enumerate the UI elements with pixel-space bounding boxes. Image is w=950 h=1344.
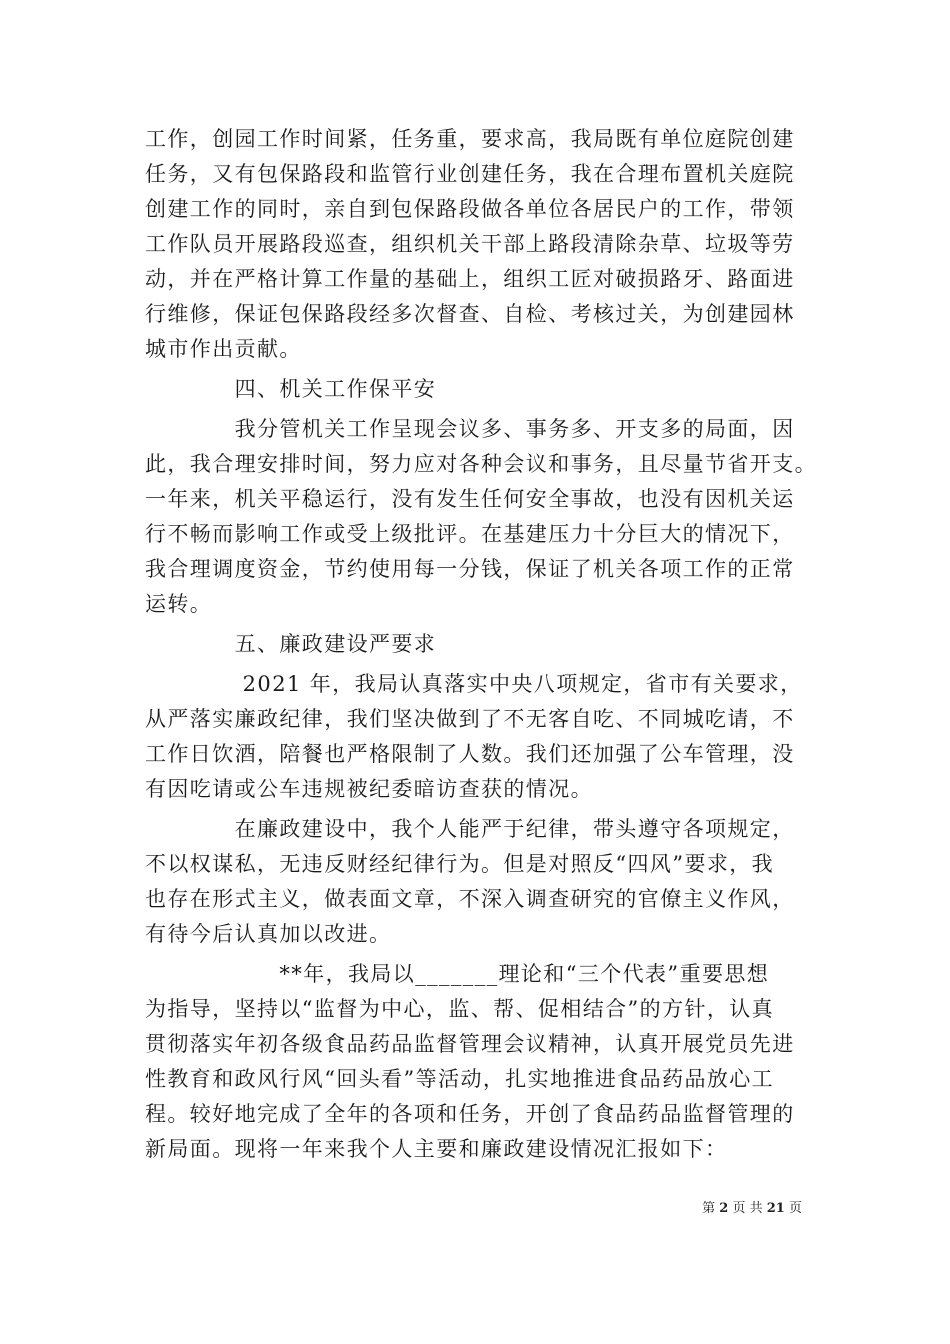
text-line: 不以权谋私，无违反财经纪律行为。但是对照反“四风”要求，我 bbox=[145, 852, 775, 876]
text-line: 2021 年，我局认真落实中央八项规定，省市有关要求， bbox=[145, 672, 803, 696]
text-line: 性教育和政风行风“回头看”等活动，扎实地推进食品药品放心工 bbox=[145, 1067, 775, 1091]
text-line: 任务，又有包保路段和监管行业创建任务，我在合理布置机关庭院 bbox=[145, 162, 795, 186]
footer-suffix: 页 bbox=[788, 1201, 802, 1216]
text-line: 行不畅而影响工作或受上级批评。在基建压力十分巨大的情况下， bbox=[145, 522, 795, 546]
total-pages-number: 21 bbox=[766, 1201, 785, 1216]
text-line: 在廉政建设中，我个人能严于纪律，带头遵守各项规定， bbox=[145, 817, 795, 841]
section-heading: 五、廉政建设严要求 bbox=[145, 632, 437, 656]
text-line: 也存在形式主义，做表面文章，不深入调查研究的官僚主义作风， bbox=[145, 887, 795, 911]
text-line: 我分管机关工作呈现会议多、事务多、开支多的局面，因 bbox=[145, 417, 795, 441]
footer-middle: 页 共 bbox=[732, 1201, 763, 1216]
text-line: 行维修，保证包保路段经多次督查、自检、考核过关，为创建园林 bbox=[145, 302, 795, 326]
text-line: 从严落实廉政纪律，我们坚决做到了不无客自吃、不同城吃请，不 bbox=[145, 707, 795, 731]
page-number-footer bbox=[702, 1200, 802, 1218]
text-line: 运转。 bbox=[145, 592, 213, 616]
text-line: 动，并在严格计算工作量的基础上，组织工匠对破损路牙、路面进 bbox=[145, 267, 795, 291]
text-line: 有因吃请或公车违规被纪委暗访查获的情况。 bbox=[145, 777, 593, 801]
text-line: 工作队员开展路段巡查，组织机关干部上路段清除杂草、垃圾等劳 bbox=[145, 232, 795, 256]
text-line: 工作日饮酒，陪餐也严格限制了人数。我们还加强了公车管理，没 bbox=[145, 742, 795, 766]
text-line: 新局面。现将一年来我个人主要和廉政建设情况汇报如下： bbox=[145, 1137, 728, 1161]
text-line: 此，我合理安排时间，努力应对各种会议和事务，且尽量节省开支。 bbox=[145, 452, 817, 476]
text-line: 我合理调度资金，节约使用每一分钱，保证了机关各项工作的正常 bbox=[145, 557, 795, 581]
text-line: 城市作出贡献。 bbox=[145, 337, 302, 361]
text-line: 有待今后认真加以改进。 bbox=[145, 922, 392, 946]
text-line: 为指导，坚持以“监督为中心，监、帮、促相结合”的方针，认真 bbox=[145, 997, 775, 1021]
text-line: **年，我局以_______理论和“三个代表”重要思想 bbox=[145, 962, 770, 986]
text-line: 贯彻落实年初各级食品药品监督管理会议精神，认真开展党员先进 bbox=[145, 1032, 795, 1056]
current-page-number: 2 bbox=[719, 1201, 729, 1216]
section-heading: 四、机关工作保平安 bbox=[145, 377, 437, 401]
document-body bbox=[145, 122, 817, 1167]
text-line: 一年来，机关平稳运行，没有发生任何安全事故，也没有因机关运 bbox=[145, 487, 795, 511]
text-line: 程。较好地完成了全年的各项和任务，开创了食品药品监督管理的 bbox=[145, 1102, 795, 1126]
text-line: 工作，创园工作时间紧，任务重，要求高，我局既有单位庭院创建 bbox=[145, 127, 795, 151]
text-line: 创建工作的同时，亲自到包保路段做各单位各居民户的工作，带领 bbox=[145, 197, 795, 221]
footer-prefix: 第 bbox=[702, 1201, 716, 1216]
